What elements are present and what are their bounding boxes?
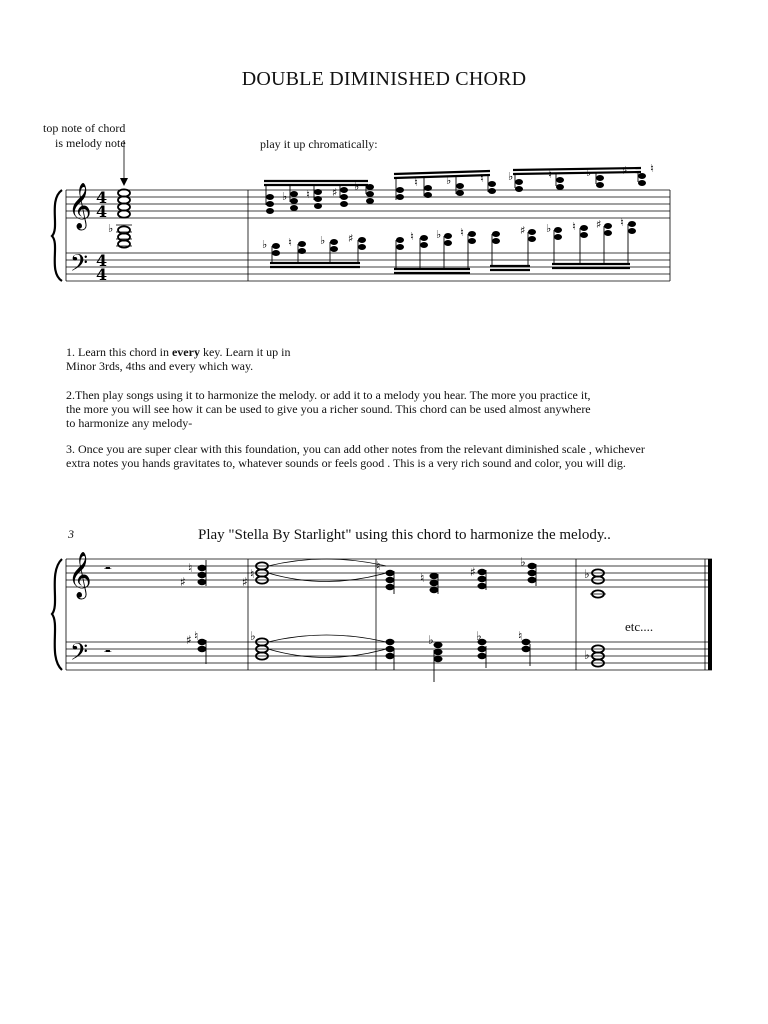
svg-text:♮: ♮ <box>420 571 425 585</box>
svg-text:♮: ♮ <box>572 220 576 233</box>
half-rest-treble-icon: 𝄼 <box>104 557 112 581</box>
instruction-1-text-c: Minor 3rds, 4ths and every which way. <box>66 359 254 373</box>
svg-text:♭: ♭ <box>436 228 442 241</box>
annotation-melody-note: is melody note <box>55 136 126 150</box>
svg-text:♮: ♮ <box>414 176 418 189</box>
whole-chord-treble <box>118 189 130 217</box>
svg-text:♯: ♯ <box>242 575 248 589</box>
treble-clef-icon: 𝄞 <box>68 183 92 229</box>
svg-text:♮: ♮ <box>250 567 255 581</box>
svg-text:♭: ♭ <box>446 174 452 187</box>
svg-text:♮: ♮ <box>410 230 414 243</box>
svg-text:♯: ♯ <box>186 633 192 647</box>
instruction-1-bold: every <box>171 345 200 359</box>
svg-text:♭: ♭ <box>584 648 590 662</box>
system2-title: Play "Stella By Starlight" using this chord to harmonize the melody.. <box>198 527 611 543</box>
svg-text:♯: ♯ <box>180 575 186 589</box>
svg-text:♭: ♭ <box>584 567 590 581</box>
svg-text:♮: ♮ <box>288 236 292 249</box>
time-sig-top-2: 4 <box>96 251 108 270</box>
svg-text:♭: ♭ <box>476 629 482 643</box>
svg-text:♭: ♭ <box>262 238 268 251</box>
svg-text:♮: ♮ <box>620 216 624 229</box>
svg-text:♮: ♮ <box>548 168 552 181</box>
svg-text:♮: ♮ <box>518 629 523 643</box>
brace-1 <box>52 190 62 281</box>
svg-text:♮: ♮ <box>306 188 310 201</box>
page-title: DOUBLE DIMINISHED CHORD <box>241 68 527 90</box>
svg-text:♮: ♮ <box>460 226 464 239</box>
flat-icon: ♭ <box>108 222 114 235</box>
chromatic-bass-notes <box>272 221 636 256</box>
svg-text:♮: ♮ <box>650 162 654 175</box>
svg-text:♯: ♯ <box>622 164 628 177</box>
instruction-1-text-b: key. Learn it up in <box>199 345 291 359</box>
annotation-chromatic: play it up chromatically: <box>260 137 378 151</box>
svg-text:♭: ♭ <box>282 190 288 203</box>
half-rest-bass-icon: 𝄼 <box>104 640 112 664</box>
whole-chord-bass <box>118 226 130 247</box>
svg-text:♭: ♭ <box>586 166 592 179</box>
annotation-top-note: top note of chord <box>43 121 126 135</box>
brace-2 <box>52 559 62 670</box>
bass-clef-icon: 𝄢 <box>70 249 89 282</box>
time-sig-top-1: 4 <box>96 188 108 207</box>
svg-text:♮: ♮ <box>376 559 381 573</box>
arrow-head-icon <box>120 178 128 186</box>
svg-text:♭: ♭ <box>520 555 526 569</box>
instruction-2-text-b: the more you will see how it can be used to give you a richer sound. This chord can be used almost anywhere <box>66 402 591 416</box>
time-sig-bottom-1: 4 <box>96 202 108 221</box>
svg-text:♯: ♯ <box>348 232 354 245</box>
svg-text:♯: ♯ <box>596 218 602 231</box>
svg-text:♮: ♮ <box>188 561 193 575</box>
svg-text:♭: ♭ <box>250 629 256 643</box>
instruction-3-text-b: extra notes you hands gravitates to, whatever sounds or feels good . This is a very rich sound and color, you will dig. <box>66 456 626 470</box>
time-sig-bottom-2: 4 <box>96 265 108 284</box>
svg-text:♭: ♭ <box>428 633 434 647</box>
svg-text:♯: ♯ <box>332 186 338 199</box>
svg-text:♮: ♮ <box>194 629 199 643</box>
etc-label: etc.... <box>625 619 654 634</box>
stella-accidentals <box>180 555 590 662</box>
svg-text:♭: ♭ <box>320 234 326 247</box>
svg-text:♭: ♭ <box>546 222 552 235</box>
svg-text:♯: ♯ <box>470 565 476 579</box>
svg-text:♭: ♭ <box>508 170 514 183</box>
instruction-3-text-a: 3. Once you are super clear with this foundation, you can add other notes from the relevant diminished scale , whichever <box>66 442 645 456</box>
svg-text:♭: ♭ <box>354 180 360 193</box>
bass-clef-2-icon: 𝄢 <box>70 638 89 671</box>
measure-number: 3 <box>68 527 74 541</box>
svg-text:♯: ♯ <box>520 224 526 237</box>
treble-clef-2-icon: 𝄞 <box>68 552 92 598</box>
instruction-2-text-a: 2.Then play songs using it to harmonize the melody. or add it to a melody you hear. The more you practice it, <box>66 388 591 402</box>
svg-text:♮: ♮ <box>480 172 484 185</box>
instruction-2-text-c: to harmonize any melody- <box>66 416 193 430</box>
instruction-1-text-a: 1. Learn this chord in <box>66 345 172 359</box>
